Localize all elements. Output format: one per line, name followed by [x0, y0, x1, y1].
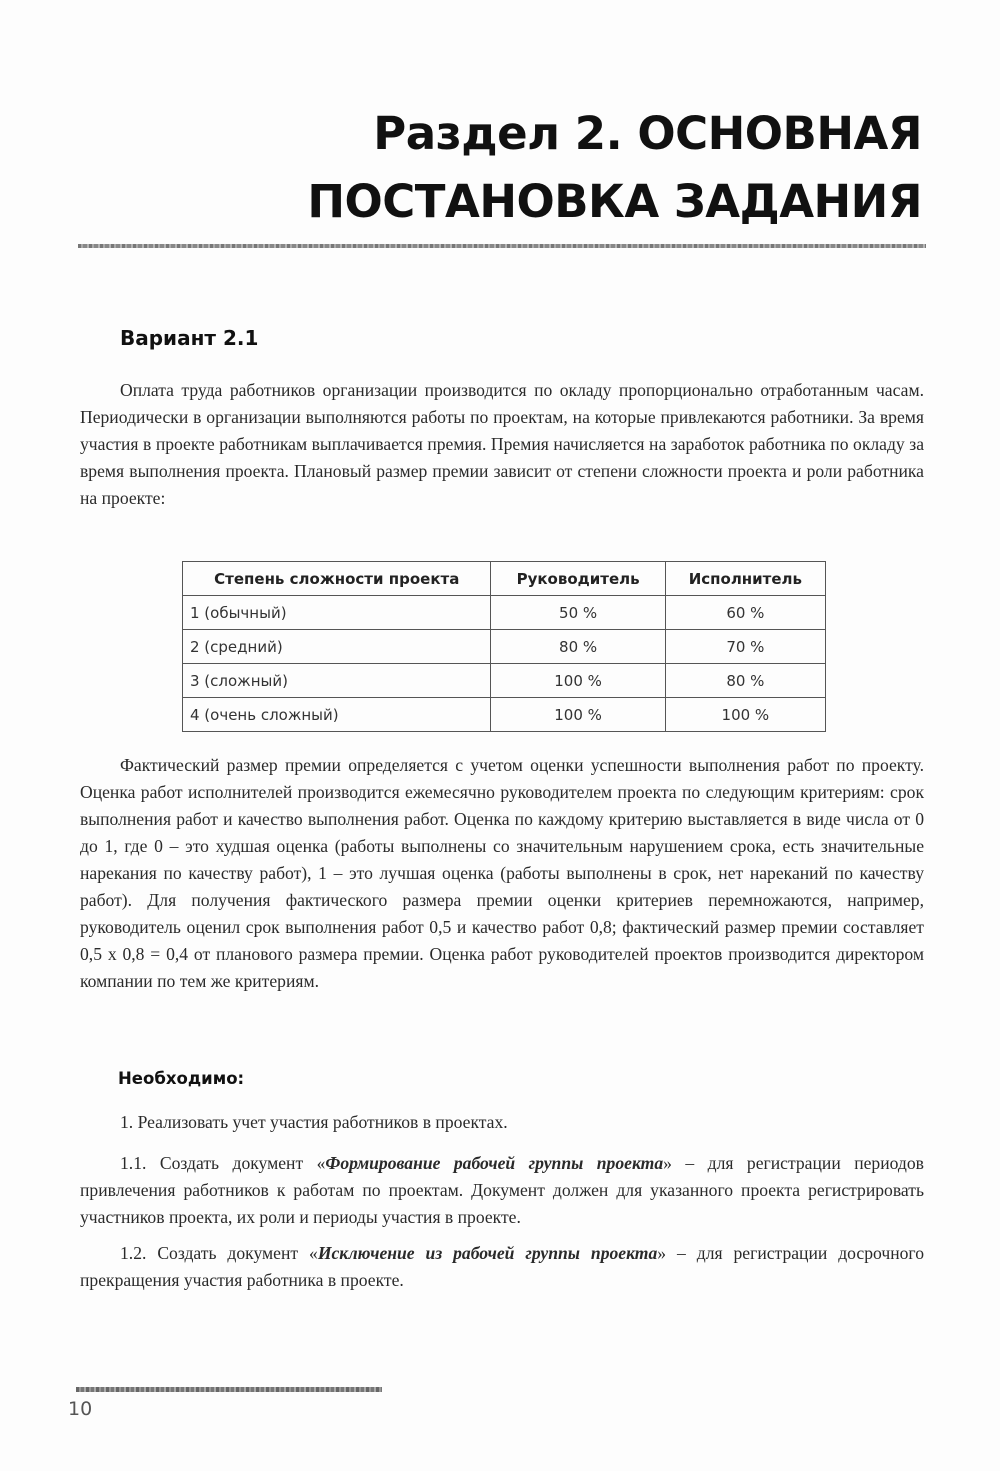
- section-title-line-1: Раздел 2. ОСНОВНАЯ: [373, 107, 922, 160]
- complexity-cell: 2 (средний): [183, 630, 491, 664]
- table-header-row: [183, 562, 826, 596]
- executor-bonus-cell: 60 %: [665, 596, 825, 630]
- bonus-table: [182, 561, 826, 732]
- intro-paragraph: Оплата труда работников организации производится по окладу пропорционально отработанным часам. Периодически в организации выполняются работы по проектам, на которые привлекаются работники. За время участия в проекте работникам выплачивается премия. Премия начисляется на заработок работника по окладу за время выполнения проекта. Плановый размер премии зависит от степени сложности проекта и роли работника на проекте:: [80, 380, 924, 508]
- table-row: [183, 664, 826, 698]
- task-item-1: 1. Реализовать учет участия работников в проектах.: [120, 1112, 508, 1132]
- executor-bonus-cell: 80 %: [665, 664, 825, 698]
- header-manager: Руководитель: [491, 562, 665, 596]
- complexity-cell: 3 (сложный): [183, 664, 491, 698]
- task-item-1-2-document-name: Исключение из рабочей группы проекта: [317, 1243, 658, 1263]
- complexity-cell: 1 (обычный): [183, 596, 491, 630]
- complexity-cell: 4 (очень сложный): [183, 698, 491, 732]
- header-executor: Исполнитель: [665, 562, 825, 596]
- table-row: [183, 596, 826, 630]
- header-complexity: Степень сложности проекта: [183, 562, 491, 596]
- task-item-1-1-document-name: Формирование рабочей группы проекта: [325, 1153, 664, 1173]
- task-item-1-2-prefix: 1.2. Создать документ «: [120, 1243, 318, 1263]
- manager-bonus-cell: 100 %: [491, 698, 665, 732]
- executor-bonus-cell: 70 %: [665, 630, 825, 664]
- section-title-line-2: ПОСТАНОВКА ЗАДАНИЯ: [307, 175, 922, 228]
- task-item-1-2: [80, 1240, 924, 1294]
- task-item-1-1: [80, 1150, 924, 1231]
- task-item-1-1-suffix: » – для регистрации периодов привлечения работников к работам по проектам. Документ должен для указанного проекта регистрировать участников проекта, их роли и периоды участия в проекте.: [80, 1153, 924, 1227]
- manager-bonus-cell: 100 %: [491, 664, 665, 698]
- required-heading: Необходимо:: [118, 1069, 245, 1088]
- manager-bonus-cell: 50 %: [491, 596, 665, 630]
- task-item-1-1-prefix: 1.1. Создать документ «: [120, 1153, 326, 1173]
- actual-bonus-paragraph: Фактический размер премии определяется с учетом оценки успешности выполнения работ по проекту. Оценка работ исполнителей производится ежемесячно руководителем проекта по следующим критериям: срок выполнения работ и качество выполнения работ. Оценка по каждому критерию выставляется в виде числа от 0 до 1, где 0 – это худшая оценка (работы выполнены со значительным нарушением срока, есть значительные нарекания по качеству работ), 1 – это лучшая оценка (работы выполнены в срок, нет нареканий по качеству работ). Для получения фактического размера премии оценки критериев перемножаются, например, руководитель оценил срок выполнения работ 0,5 и качество работ 0,8; фактический размер премии составляет 0,5 x 0,8 = 0,4 от планового размера премии. Оценка работ руководителей проектов производится директором компании по тем же критериям.: [80, 755, 924, 991]
- executor-bonus-cell: 100 %: [665, 698, 825, 732]
- title-divider: [78, 244, 926, 248]
- footer-divider: [76, 1387, 382, 1392]
- task-item-1-2-suffix: » – для регистрации досрочного прекращения участия работника в проекте.: [80, 1243, 924, 1290]
- manager-bonus-cell: 80 %: [491, 630, 665, 664]
- section-title: [222, 100, 922, 236]
- variant-heading: Вариант 2.1: [120, 326, 259, 350]
- table-row: [183, 698, 826, 732]
- page-number: 10: [68, 1398, 93, 1420]
- table-row: [183, 630, 826, 664]
